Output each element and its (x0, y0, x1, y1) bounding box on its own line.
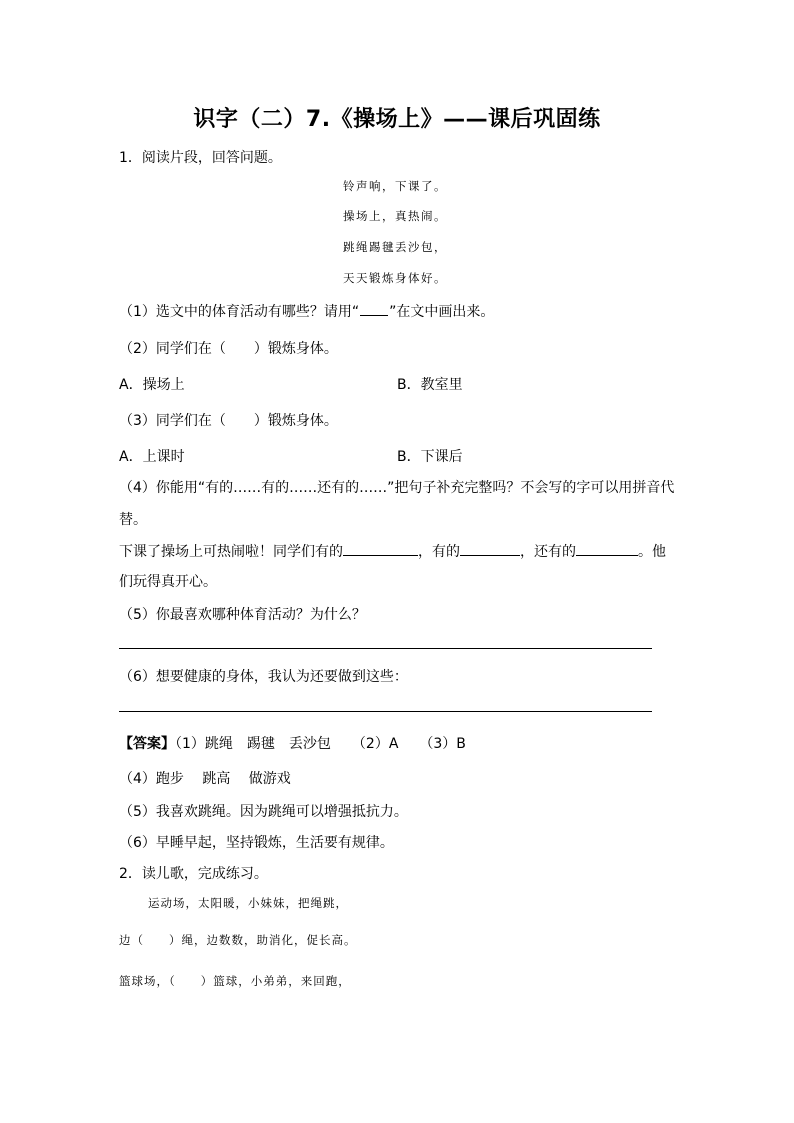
answer-1-text: （1）跳绳 踢毽 丢沙包 （2）A （3）B (175, 736, 466, 752)
answer-4: （4）跑步 跳高 做游戏 (119, 771, 291, 787)
poem-line-1: 铃声响，下课了。 (343, 179, 447, 193)
q2-line-2: 边（ ）绳，边数数，助消化，促长高。 (119, 933, 357, 947)
q1-sub2-option-a: A．操场上 (119, 377, 185, 393)
q1-sub6: （6）想要健康的身体，我认为还要做到这些： (119, 669, 408, 685)
q1-intro: 1．阅读片段，回答问题。 (119, 150, 282, 166)
q1-sub4-fill (119, 541, 666, 561)
fill-blank-1[interactable] (343, 555, 418, 556)
poem-line-4: 天天锻炼身体好。 (343, 271, 447, 285)
answer-1 (119, 733, 466, 753)
underline-mark (360, 315, 388, 316)
q1-sub2-option-b: B．教室里 (397, 377, 463, 393)
q1-sub5: （5）你最喜欢哪种体育活动？为什么？ (119, 607, 366, 623)
answer-line-6[interactable] (119, 711, 652, 712)
answer-line-5[interactable] (119, 648, 652, 649)
q2-intro: 2．读儿歌，完成练习。 (119, 866, 268, 882)
q1-sub1-text-b: ”在文中画出来。 (389, 304, 495, 320)
fill-text-a: 下课了操场上可热闹啦！同学们有的 (119, 544, 343, 560)
answer-5: （5）我喜欢跳绳。因为跳绳可以增强抵抗力。 (119, 804, 408, 820)
q1-sub1-text-a: （1）选文中的体育活动有哪些？请用“ (119, 304, 360, 320)
q1-sub3-option-b: B．下课后 (397, 449, 463, 465)
answer-6: （6）早睡早起，坚持锻炼，生活要有规律。 (119, 835, 394, 851)
fill-blank-2[interactable] (460, 555, 520, 556)
fill-text-c: ，还有的 (520, 544, 576, 560)
q1-sub4-line2: 替。 (119, 512, 147, 528)
answer-tag: 【答案】 (119, 736, 175, 752)
page-title: 识字（二）7.《操场上》——课后巩固练 (193, 107, 601, 132)
fill-blank-3[interactable] (576, 555, 638, 556)
q1-sub4-line1: （4）你能用“有的……有的……还有的……”把句子补充完整吗？不会写的字可以用拼音代 (119, 480, 675, 496)
fill-text-d: 。他 (638, 544, 666, 560)
q1-sub4-fill-line2: 们玩得真开心。 (119, 574, 217, 590)
q1-sub2: （2）同学们在（ ）锻炼身体。 (119, 341, 338, 357)
q1-sub3: （3）同学们在（ ）锻炼身体。 (119, 413, 338, 429)
q2-line-1: 运动场，太阳暖，小妹妹，把绳跳， (148, 896, 348, 910)
q1-sub1 (119, 301, 494, 321)
poem-line-2: 操场上，真热闹。 (343, 209, 447, 223)
q2-line-3: 篮球场，（ ）篮球，小弟弟，来回跑， (119, 974, 351, 988)
poem-line-3: 跳绳踢毽丢沙包， (343, 240, 447, 254)
fill-text-b: ，有的 (418, 544, 460, 560)
q1-sub3-option-a: A．上课时 (119, 449, 185, 465)
